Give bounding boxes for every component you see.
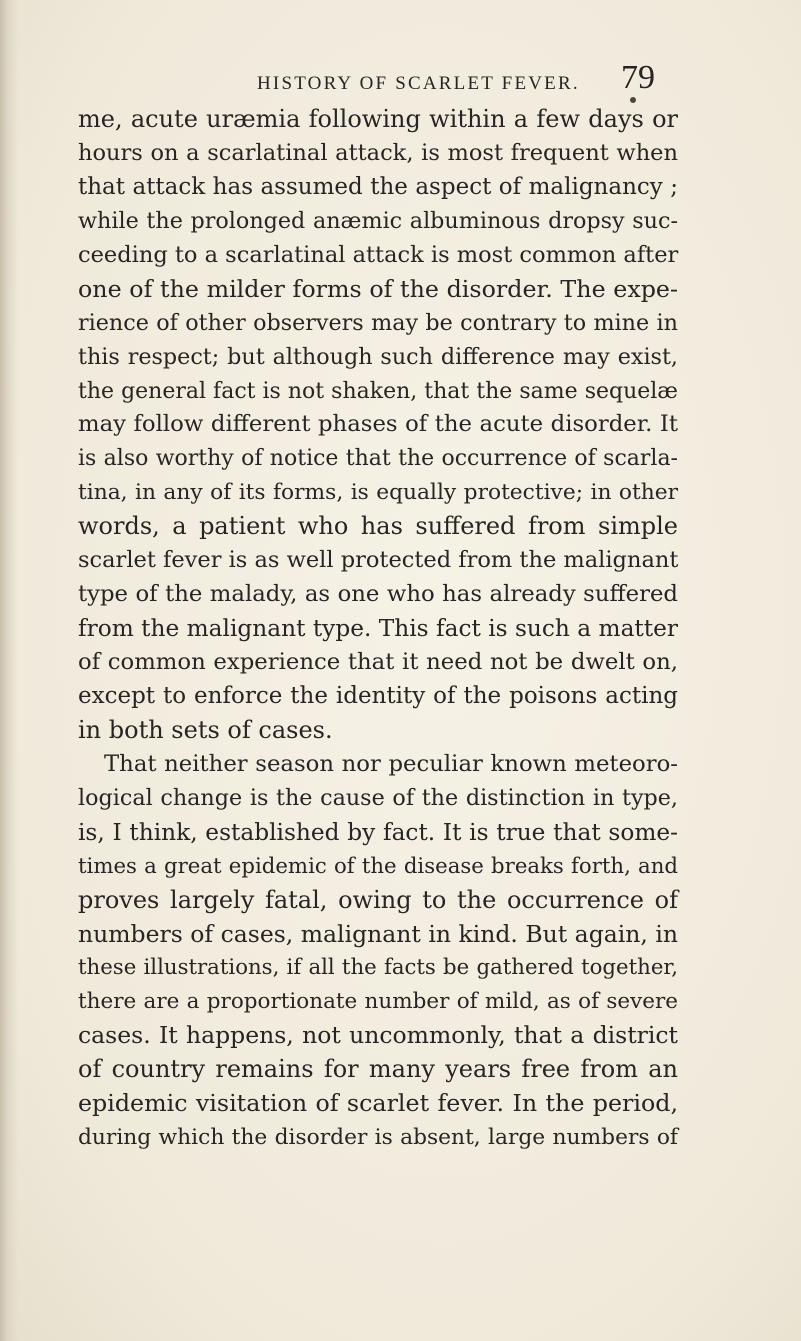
text-line: times a great epidemic of the disease breaks forth, and: [78, 853, 678, 879]
text-line: the general fact is not shaken, that the same sequelæ: [78, 378, 678, 404]
text-line: that attack has assumed the aspect of malignancy ;: [78, 173, 678, 200]
text-line: while the prolonged anæmic albuminous dropsy suc-: [78, 207, 678, 234]
running-head: HISTORY OF SCARLET FEVER.: [257, 73, 580, 94]
text-line: may follow different phases of the acute disorder. It: [78, 411, 678, 438]
text-line: epidemic visitation of scarlet fever. In the period,: [78, 1089, 678, 1118]
page-gutter-shadow: [0, 0, 18, 1341]
text-line: tina, in any of its forms, is equally protective; in other: [78, 480, 678, 506]
text-line: except to enforce the identity of the poisons acting: [78, 682, 678, 709]
text-line: logical change is the cause of the distinction in type,: [78, 784, 678, 811]
body-text: [78, 103, 678, 1155]
text-line: this respect; but although such difference may exist,: [78, 343, 678, 370]
text-line: during which the disorder is absent, large numbers of: [78, 1125, 678, 1151]
text-line: of country remains for many years free from an: [78, 1055, 678, 1084]
text-line: ceeding to a scarlatinal attack is most common after: [78, 241, 679, 268]
text-line: words, a patient who has suffered from simple: [78, 512, 678, 541]
text-line: proves largely fatal, owing to the occurrence of: [78, 885, 678, 914]
text-line: these illustrations, if all the facts be gathered together,: [78, 955, 678, 981]
paragraph-start-line: That neither season nor peculiar known meteoro-: [104, 750, 678, 777]
text-line: cases. It happens, not uncommonly, that a district: [78, 1021, 678, 1050]
text-line: type of the malady, as one who has already suffered: [78, 581, 678, 608]
text-line: there are a proportionate number of mild, as of severe: [78, 989, 678, 1015]
text-line: one of the milder forms of the disorder. The expe-: [78, 274, 678, 303]
page-number: 79: [621, 59, 655, 96]
text-line: scarlet fever is as well protected from the malignant: [78, 547, 679, 574]
text-line: from the malignant type. This fact is such a matter: [78, 615, 678, 643]
text-line: me, acute uræmia following within a few days or: [78, 105, 678, 133]
text-line: is, I think, established by fact. It is true that some-: [78, 818, 678, 846]
text-line: hours on a scarlatinal attack, is most frequent when: [78, 139, 678, 166]
text-line: is also worthy of notice that the occurrence of scarla-: [78, 446, 678, 472]
text-line: numbers of cases, malignant in kind. But again, in: [78, 919, 678, 948]
paragraph-end-line: in both sets of cases.: [78, 715, 333, 744]
text-line: rience of other observers may be contrary to mine in: [78, 309, 678, 336]
text-line: of common experience that it need not be dwelt on,: [78, 649, 678, 675]
